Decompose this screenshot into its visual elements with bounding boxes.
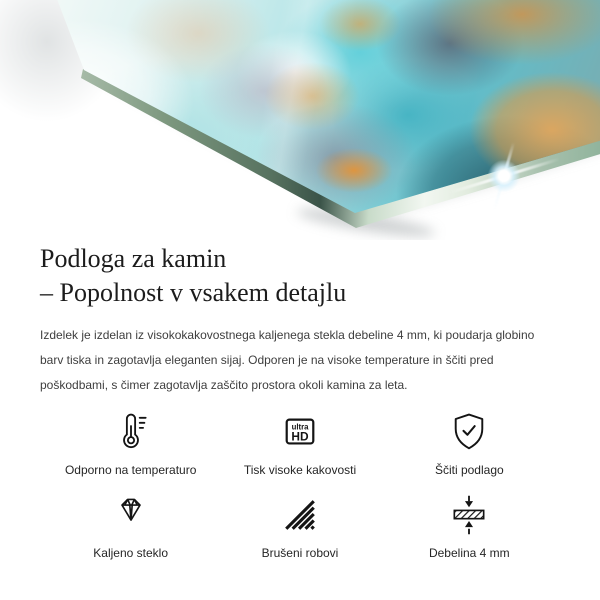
feature-label: Kaljeno steklo: [93, 546, 169, 560]
feature-label: Ščiti podlago: [434, 463, 504, 477]
feature-tempered-glass: [46, 491, 215, 560]
page-title-line2: – Popolnost v vsakem detajlu: [40, 278, 347, 307]
thickness-icon: [447, 491, 491, 539]
feature-thickness: [385, 491, 554, 560]
feature-label: Debelina 4 mm: [428, 546, 510, 560]
feature-protection: [385, 408, 554, 477]
ultra-hd-badge-top: ultra: [291, 422, 309, 432]
feature-temperature: [46, 408, 215, 477]
sparkle-core: [487, 159, 521, 193]
feature-print-quality: [215, 408, 384, 477]
shield-check-icon: [447, 408, 491, 456]
feature-grid: [40, 408, 560, 560]
product-description-text: Izdelek je izdelan iz visokokakovostnega kaljenega stekla debeline 4 mm, ki poudarja globino barv tiska in zagotavlja eleganten sijaj. Odporen je na visoke temperature in ščiti pred poškodbami, s čimer zagotavlja zaščito prostora okoli kamina za leta.: [40, 328, 535, 392]
product-hero-image: [0, 0, 600, 240]
ultra-hd-icon: [278, 408, 322, 456]
diamond-icon: [109, 491, 153, 539]
page-title: [40, 242, 560, 310]
feature-label: Odporno na temperaturo: [64, 463, 197, 477]
feature-label: Tisk visoke kakovosti: [243, 463, 357, 477]
feature-polished-edges: [215, 491, 384, 560]
feature-label: Brušeni robovi: [261, 546, 339, 560]
thermometer-icon: [109, 408, 153, 456]
product-description-section: [0, 240, 600, 560]
marble-artwork-glass-panel: [0, 0, 600, 240]
ultra-hd-badge-bottom: HD: [291, 429, 309, 444]
page-title-line1: Podloga za kamin: [40, 244, 227, 273]
polished-edges-icon: [278, 491, 322, 539]
